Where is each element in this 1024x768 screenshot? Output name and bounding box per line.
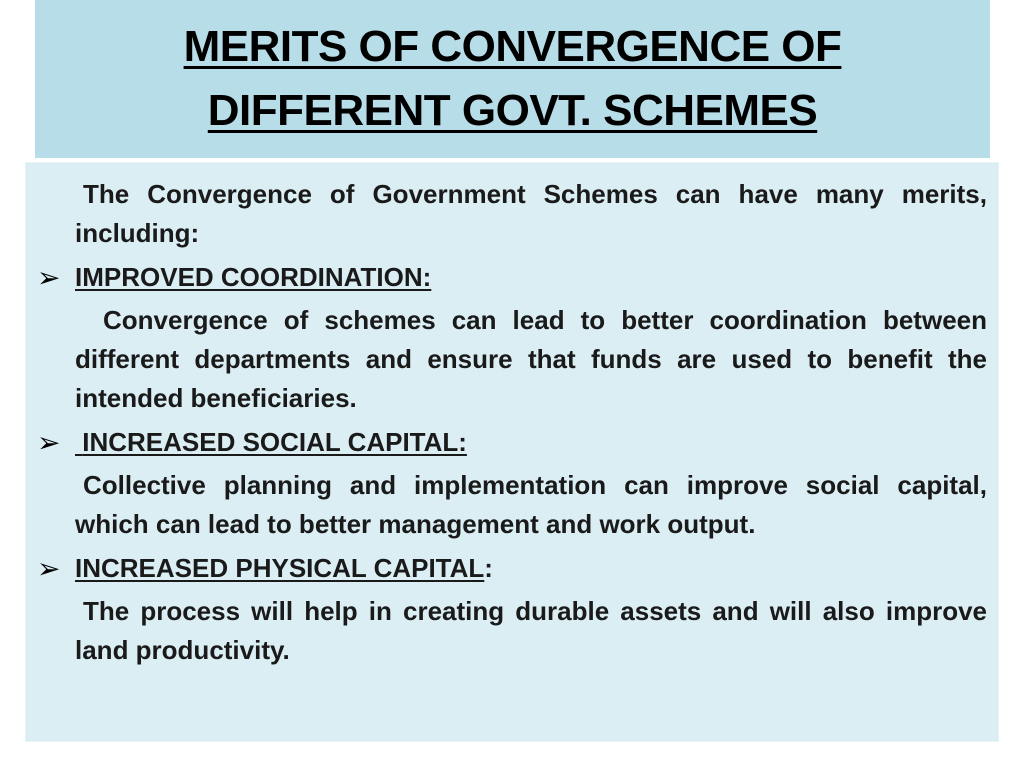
section-paragraph: The process will help in creating durable assets and will also improve land productivity.: [75, 596, 987, 665]
arrow-bullet-icon: ➢: [37, 553, 61, 584]
arrow-bullet-icon: ➢: [37, 262, 61, 293]
section-heading-row: [37, 258, 987, 297]
section-heading: IMPROVED COORDINATION:: [75, 262, 432, 292]
section-heading-colon: :: [484, 553, 493, 583]
slide-title-banner: [35, 0, 990, 158]
section-paragraph: Collective planning and implementation can improve social capital, which can lead to better management and work output.: [75, 470, 987, 539]
slide-content: [37, 175, 987, 670]
section-heading-row: [37, 423, 987, 462]
section-heading: INCREASED SOCIAL CAPITAL:: [82, 427, 467, 457]
section-heading: INCREASED PHYSICAL CAPITAL: [75, 553, 485, 583]
slide-body: [25, 162, 999, 742]
arrow-bullet-icon: ➢: [37, 427, 61, 458]
slide-title-line-2: DIFFERENT GOVT. SCHEMES: [207, 86, 818, 135]
section-paragraph: Convergence of schemes can lead to better coordination between different departments and ensure that funds are used to benefit the intended beneficiaries.: [75, 305, 987, 413]
slide-title-line-1: MERITS OF CONVERGENCE OF: [183, 22, 842, 71]
section-heading-row: [37, 549, 987, 588]
intro-paragraph: The Convergence of Government Schemes can have many merits, including:: [75, 179, 987, 248]
